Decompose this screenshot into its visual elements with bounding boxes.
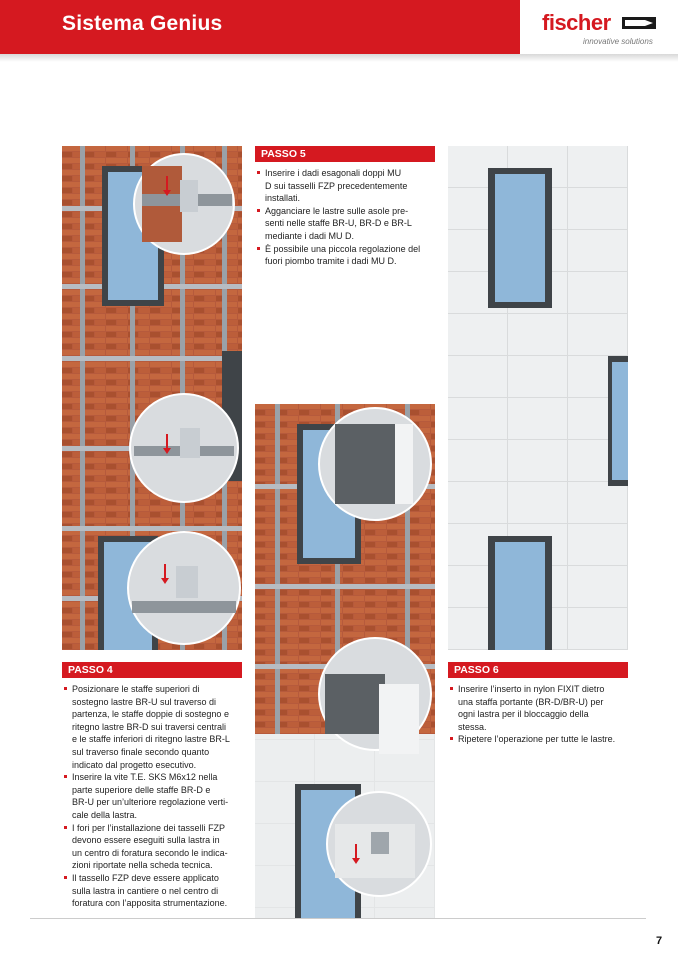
step-4-heading: PASSO 4 [62, 662, 242, 678]
photo-panel-mounting-step5 [255, 404, 435, 918]
step-6-list [449, 683, 634, 746]
header-shadow [0, 54, 678, 62]
fischer-logo-text[interactable]: fischer [542, 10, 611, 35]
step-5-heading: PASSO 5 [255, 146, 435, 162]
logo-tagline: innovative solutions [583, 37, 653, 46]
step-4-list [63, 683, 248, 910]
page-number: 7 [656, 935, 663, 947]
step-4-item-3: I fori per l’installazione dei tasselli FZP devono essere eseguiti sulla lastra in un centro di foratura secondo le indica- zioni riportate nella scheda tecnica. [63, 822, 248, 872]
step-4-item-1: Posizionare le staffe superiori di sostegno lastre BR-U sul traverso di partenza, le staffe doppie di sostegno e ritegno lastre BR-D sui traversi centrali e le staffe inferiori di ritegno lastre BR-L sul traverso finale secondo quanto indicato dal progetto esecutivo. [63, 683, 248, 771]
photo-brick-facade-step4 [62, 146, 242, 650]
step-6-heading: PASSO 6 [448, 662, 628, 678]
step-6-item-2: Ripetere l’operazione per tutte le lastre. [449, 733, 634, 746]
photo-finished-facade-step6 [448, 146, 628, 650]
step-5-list [256, 167, 438, 268]
step-6-item-1: Inserire l’inserto in nylon FIXIT dietro una staffa portante (BR-D/BR-U) per ogni lastra per il bloccaggio della stessa. [449, 683, 634, 733]
footer-divider [30, 918, 646, 919]
step-4-item-2: Inserire la vite T.E. SKS M6x12 nella parte superiore delle staffe BR-D e BR-U per un’ulteriore regolazione verti- cale della lastra. [63, 771, 248, 821]
page-title: Sistema Genius [62, 12, 223, 35]
step-5-item-1: Inserire i dadi esagonali doppi MU D sui tasselli FZP precedentemente installati. [256, 167, 438, 205]
step-4-item-4: Il tassello FZP deve essere applicato sulla lastra in cantiere o nel centro di foratura con l’apposita strumentazione. [63, 872, 248, 910]
step-5-item-2: Agganciare le lastre sulle asole pre- senti nelle staffe BR-U, BR-D e BR-L mediante i dadi MU D. [256, 205, 438, 243]
step-5-item-3: È possibile una piccola regolazione del fuori piombo tramite i dadi MU D. [256, 243, 438, 268]
fischer-logo-icon [622, 16, 656, 30]
